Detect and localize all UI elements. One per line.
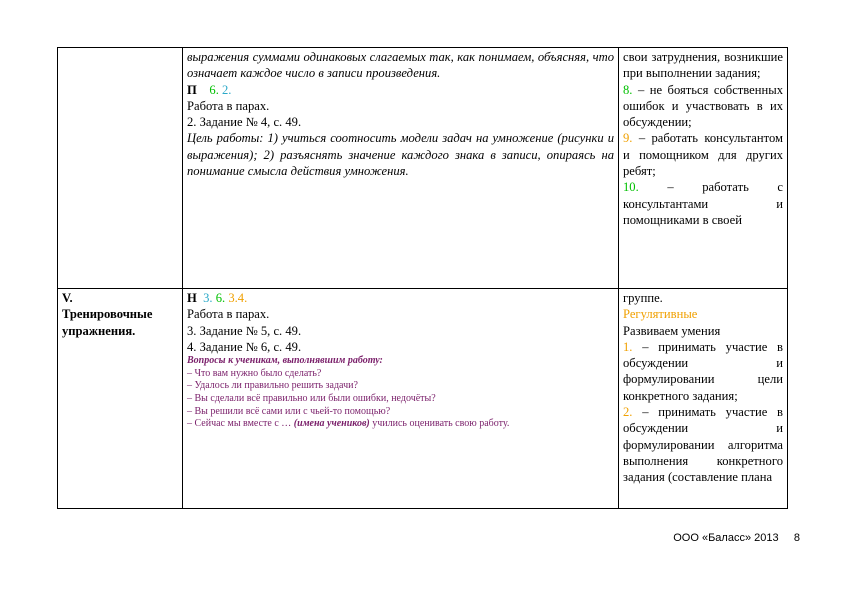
skill-item (623, 82, 783, 131)
level-number: 3. (228, 291, 238, 305)
level-number: 3. (203, 291, 213, 305)
stage-name: Тренировочные упражнения. (62, 307, 153, 338)
task-line: 3. Задание № 5, с. 49. (187, 323, 302, 338)
item-number: 9. (623, 131, 633, 146)
level-line (187, 82, 614, 98)
item-number: 2. (623, 405, 633, 420)
item-text: – работать с консультантами и помощниками в своей (623, 180, 783, 227)
student-names-placeholder: (имена учеников) (293, 418, 370, 430)
skill-item (623, 130, 783, 179)
level-letter: Н (187, 291, 197, 305)
level-line (187, 290, 614, 306)
skill-text: группе. (623, 291, 663, 305)
questions-title: Вопросы к ученикам, выполнявшим работу: (187, 355, 383, 367)
content-cell (183, 48, 619, 289)
footer-company: ООО «Баласс» 2013 (673, 532, 779, 544)
skill-heading: Развиваем умения (623, 323, 721, 338)
skill-category: Регулятивные (623, 307, 698, 322)
table-row (58, 48, 788, 289)
level-number: 4. (237, 291, 248, 305)
task-line: 2. Задание № 4, с. 49. (187, 115, 302, 130)
lesson-table (57, 47, 788, 509)
content-cell (183, 289, 619, 509)
skill-item (623, 404, 783, 485)
page-number: 8 (793, 532, 800, 544)
skill-item (623, 339, 783, 404)
skill-item (623, 179, 783, 228)
item-number: 1. (623, 339, 633, 354)
question-text: учились оценивать свою работу. (369, 418, 510, 430)
stage-cell (58, 48, 183, 289)
question-item (187, 418, 614, 431)
question-item: – Вы сделали всё правильно или были ошибки, недочёты? (187, 392, 436, 404)
item-text: – принимать участие в обсуждении и формулировании цели конкретного задания; (623, 339, 783, 403)
work-type: Работа в парах. (187, 98, 270, 113)
question-item: – Вы решили всё сами или с чьей-то помощью? (187, 405, 391, 417)
question-item: – Что вам нужно было сделать? (187, 367, 322, 379)
question-text: – Сейчас мы вместе с … (187, 418, 294, 430)
level-number: 6. (215, 291, 226, 305)
stage-cell (58, 289, 183, 509)
item-number: 10. (623, 180, 639, 195)
level-number: 6. (209, 82, 219, 97)
table-row (58, 289, 788, 509)
level-letter: П (187, 82, 197, 97)
skills-cell (619, 48, 788, 289)
work-type: Работа в парах. (187, 307, 270, 322)
level-number: 2. (222, 82, 232, 97)
task-line: 4. Задание № 6, с. 49. (187, 339, 302, 354)
question-item: – Удалось ли правильно решить задачи? (187, 380, 358, 392)
skills-cell (619, 289, 788, 509)
page-footer (620, 532, 800, 544)
goal-text: Цель работы: 1) учиться соотносить модели задач на умножение (рисунки и выражения); 2) разъяснять значение каждого знака в записи, опираясь на понимание смысла действия умножения. (187, 131, 614, 179)
item-text: – принимать участие в обсуждении и формулировании алгоритма выполнения конкретного задания (составление плана (623, 405, 783, 485)
item-text: – не бояться собственных ошибок и участвовать в их обсуждении; (623, 82, 783, 130)
item-number: 8. (623, 82, 633, 97)
item-text: – работать консультантом и помощником для других ребят; (623, 131, 783, 179)
stage-number: V. (62, 291, 73, 305)
skill-text: свои затруднения, возникшие при выполнении задания; (623, 50, 783, 81)
intro-text: выражения суммами одинаковых слагаемых так, как понимаем, объясняя, что означает каждое число в записи произведения. (187, 50, 614, 81)
